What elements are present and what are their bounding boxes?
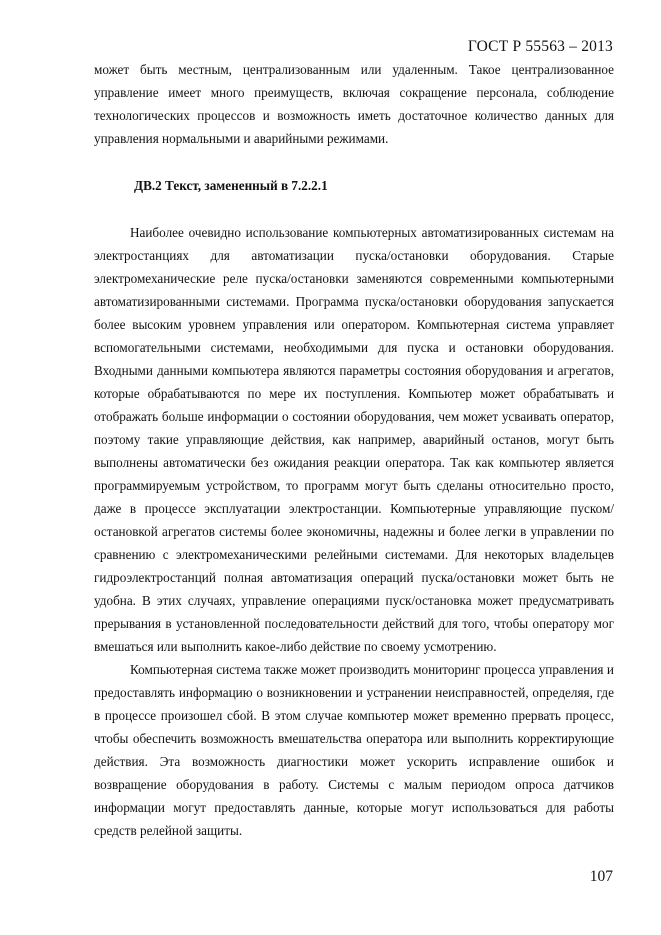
intro-paragraph: может быть местным, централизованным или удаленным. Такое централизованное управление имеет много преимуществ, включая сокращение персонала, соблюдение технологических процессов и возможность иметь достаточное количество данных для управления нормальными и аварийными режимами. [94,62,614,146]
section-heading: ДВ.2 Текст, замененный в 7.2.2.1 [134,178,328,193]
document-body [94,58,614,842]
body-paragraph-1: Наиболее очевидно использование компьютерных автоматизированных системам на электростанциях для автоматизации пуска/остановки оборудования. Старые электромеханические реле пуска/остановки заменяются современными компьютерными автоматизированными системами. Программа пуска/остановки оборудования запускается более высоким уровнем управления или оператором. Компьютерная система управляет вспомогательными системами, необходимыми для пуска и остановки оборудования. Входными данными компьютера являются параметры состояния оборудования и агрегатов, которые обрабатываются по мере их поступления. Компьютер может обрабатывать и отображать больше информации о состоянии оборудования, чем может усваивать оператор, поэтому такие управляющие действия, как например, аварийный останов, могут быть выполнены автоматически без ожидания реакции оператора. Так как компьютер является программируемым устройством, то программ могут быть сделаны относительно просто, даже в процессе эксплуатации электростанции. Компьютерные управляющие пуском/остановкой агрегатов системы более экономичны, надежны и более легки в управлении по сравнению с электромеханическими релейными системами. Для некоторых владельцев гидроэлектростанций полная автоматизация операций пуска/остановки может быть не удобна. В этих случаях, управление операциями пуск/остановка может предусматривать прерывания в установленной последовательности действий для того, чтобы оператору мог вмешаться или выполнить какое-либо действие по своему усмотрению. [94,225,614,654]
standard-designation: ГОСТ Р 55563 – 2013 [467,38,613,55]
document-header [468,38,613,56]
body-paragraph-2: Компьютерная система также может производить мониторинг процесса управления и предоставлять информацию о возникновении и устранении неисправностей, определяя, где в процессе произошел сбой. В этом случае компьютер может временно прервать процесс, чтобы обеспечить возможность вмешательства оператора или выполнить корректирующие действия. Эта возможность диагностики может ускорить исправление ошибок и возвращение оборудования в работу. Системы с малым периодом опроса датчиков информации могут предоставлять данные, которые могут использоваться для работы средств релейной защиты. [94,662,614,838]
page-number: 107 [589,868,613,885]
